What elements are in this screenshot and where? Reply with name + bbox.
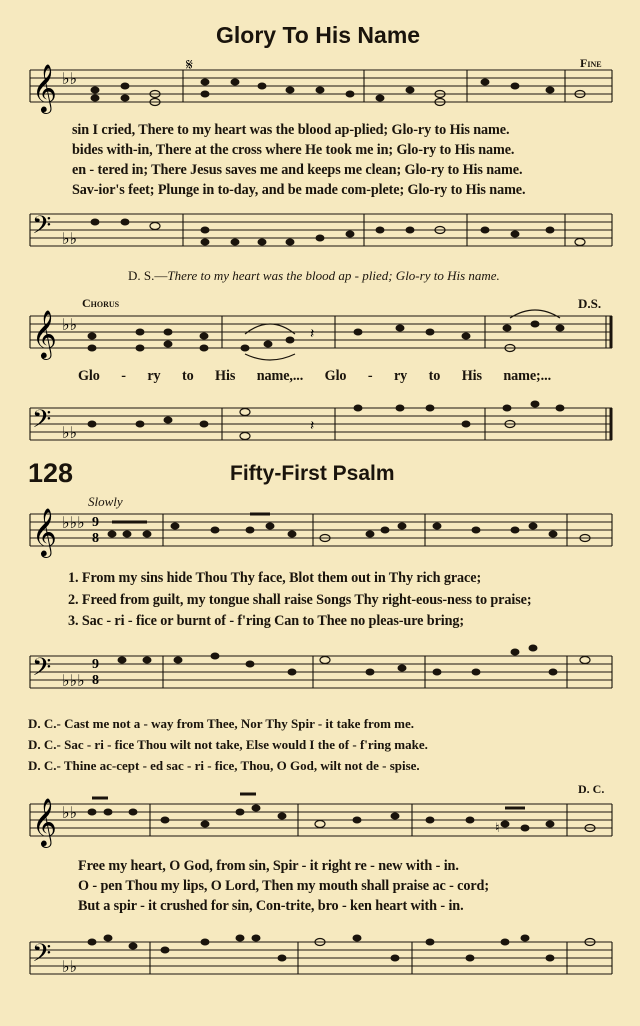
svg-text:♭♭: ♭♭ — [62, 317, 78, 334]
dc-marker: D. C. — [578, 782, 605, 796]
hymn1-verse-line-1: sin I cried, There to my heart was the blood ap-plied; Glo-ry to His name. — [72, 122, 510, 138]
chorus-label: Chorus — [82, 296, 120, 310]
svg-text:𝄽: 𝄽 — [310, 419, 315, 434]
svg-text:𝄢: 𝄢 — [32, 939, 52, 974]
svg-text:♭♭: ♭♭ — [62, 425, 78, 442]
hymn-number: 128 — [28, 458, 74, 488]
chorus-word: to — [181, 368, 194, 384]
treble-staff-3 — [0, 792, 640, 852]
hymn-title: Glory To His Name — [216, 22, 421, 48]
ds-label: D. S.— — [128, 268, 168, 283]
svg-text:♭♭: ♭♭ — [62, 71, 78, 88]
ds-return-line — [128, 268, 500, 284]
svg-text:𝄋: 𝄋 — [186, 58, 193, 74]
svg-text:♮: ♮ — [495, 820, 500, 835]
svg-text:𝄽: 𝄽 — [310, 327, 315, 342]
svg-text:♭♭: ♭♭ — [62, 959, 78, 976]
hymn1-verse-line-4: Sav-ior's feet; Plunge in to-day, and be made com-plete; Glo-ry to His name. — [72, 182, 526, 198]
hymn-title: Fifty-First Psalm — [230, 462, 395, 485]
hymn2-final-line-2: O - pen Thou my lips, O Lord, Then my mouth shall praise ac - cord; — [78, 878, 489, 894]
chorus-word: - — [121, 368, 126, 384]
treble-staff-2 — [0, 502, 640, 562]
svg-text:𝄞: 𝄞 — [32, 507, 57, 556]
svg-text:♭♭♭: ♭♭♭ — [62, 673, 85, 690]
svg-text:8: 8 — [92, 531, 99, 546]
hymn1-verse-line-3: en - tered in; There Jesus saves me and keeps me clean; Glo-ry to His name. — [72, 162, 523, 178]
hymn2-verse-line-1: 1. From my sins hide Thou Thy face, Blot them out in Thy rich grace; — [68, 570, 482, 586]
hymn2-final-line-3: But a spir - it crushed for sin, Con-trite, bro - ken heart with - in. — [78, 898, 464, 914]
svg-text:𝄞: 𝄞 — [32, 797, 57, 846]
chorus-lyrics — [78, 368, 551, 385]
svg-text:𝄢: 𝄢 — [32, 405, 52, 440]
chorus-word: His — [215, 368, 236, 384]
svg-text:9: 9 — [92, 657, 99, 672]
chorus-word: - — [367, 368, 373, 384]
svg-text:𝄞: 𝄞 — [32, 309, 57, 358]
svg-text:𝄢: 𝄢 — [32, 653, 52, 688]
svg-text:♭♭: ♭♭ — [62, 805, 78, 822]
svg-text:𝄢: 𝄢 — [32, 211, 52, 246]
bass-staff-chorus — [0, 396, 640, 456]
dc-line-1: D. C.- Cast me not a - way from Thee, Nor Thy Spir - it take from me. — [28, 716, 414, 731]
bass-staff-2 — [0, 644, 640, 704]
bass-staff-1 — [0, 202, 640, 262]
chorus-word: His — [461, 368, 482, 384]
tempo-marking: Slowly — [88, 494, 123, 509]
hymn2-final-line-1: Free my heart, O God, from sin, Spir - it right re - new with - in. — [78, 858, 459, 874]
treble-staff-1 — [0, 58, 640, 118]
chorus-word: Glo — [78, 368, 100, 384]
chorus-word: name,... — [256, 368, 304, 384]
ds-marker: D.S. — [578, 296, 602, 311]
svg-text:♭♭♭: ♭♭♭ — [62, 515, 85, 532]
svg-text:8: 8 — [92, 673, 99, 688]
fine-marker: Fine — [580, 56, 602, 70]
chorus-word: name;... — [503, 368, 552, 384]
dc-line-2: D. C.- Sac - ri - fice Thou wilt not take, Else would I the of - f'ring make. — [28, 737, 428, 752]
hymn2-verse-line-2: 2. Freed from guilt, my tongue shall raise Songs Thy right-eous-ness to praise; — [68, 592, 532, 608]
ds-text: There to my heart was the blood ap - plied; Glo-ry to His name. — [167, 268, 500, 283]
dc-line-3: D. C.- Thine ac-cept - ed sac - ri - fice, Thou, O God, wilt not de - spise. — [28, 758, 420, 773]
bass-staff-3 — [0, 930, 640, 990]
svg-text:𝄞: 𝄞 — [32, 63, 57, 112]
chorus-word: ry — [147, 368, 161, 384]
hymn1-verse-line-2: bides with-in, There at the cross where He took me in; Glo-ry to His name. — [72, 142, 515, 158]
chorus-word: ry — [393, 368, 408, 384]
hymn2-verse-line-3: 3. Sac - ri - fice or burnt of - f'ring Can to Thee no pleas-ure bring; — [68, 613, 465, 629]
chorus-word: Glo — [324, 368, 347, 384]
svg-text:9: 9 — [92, 515, 99, 530]
svg-text:♭♭: ♭♭ — [62, 231, 78, 248]
chorus-word: to — [428, 368, 441, 384]
treble-staff-chorus — [0, 304, 640, 364]
